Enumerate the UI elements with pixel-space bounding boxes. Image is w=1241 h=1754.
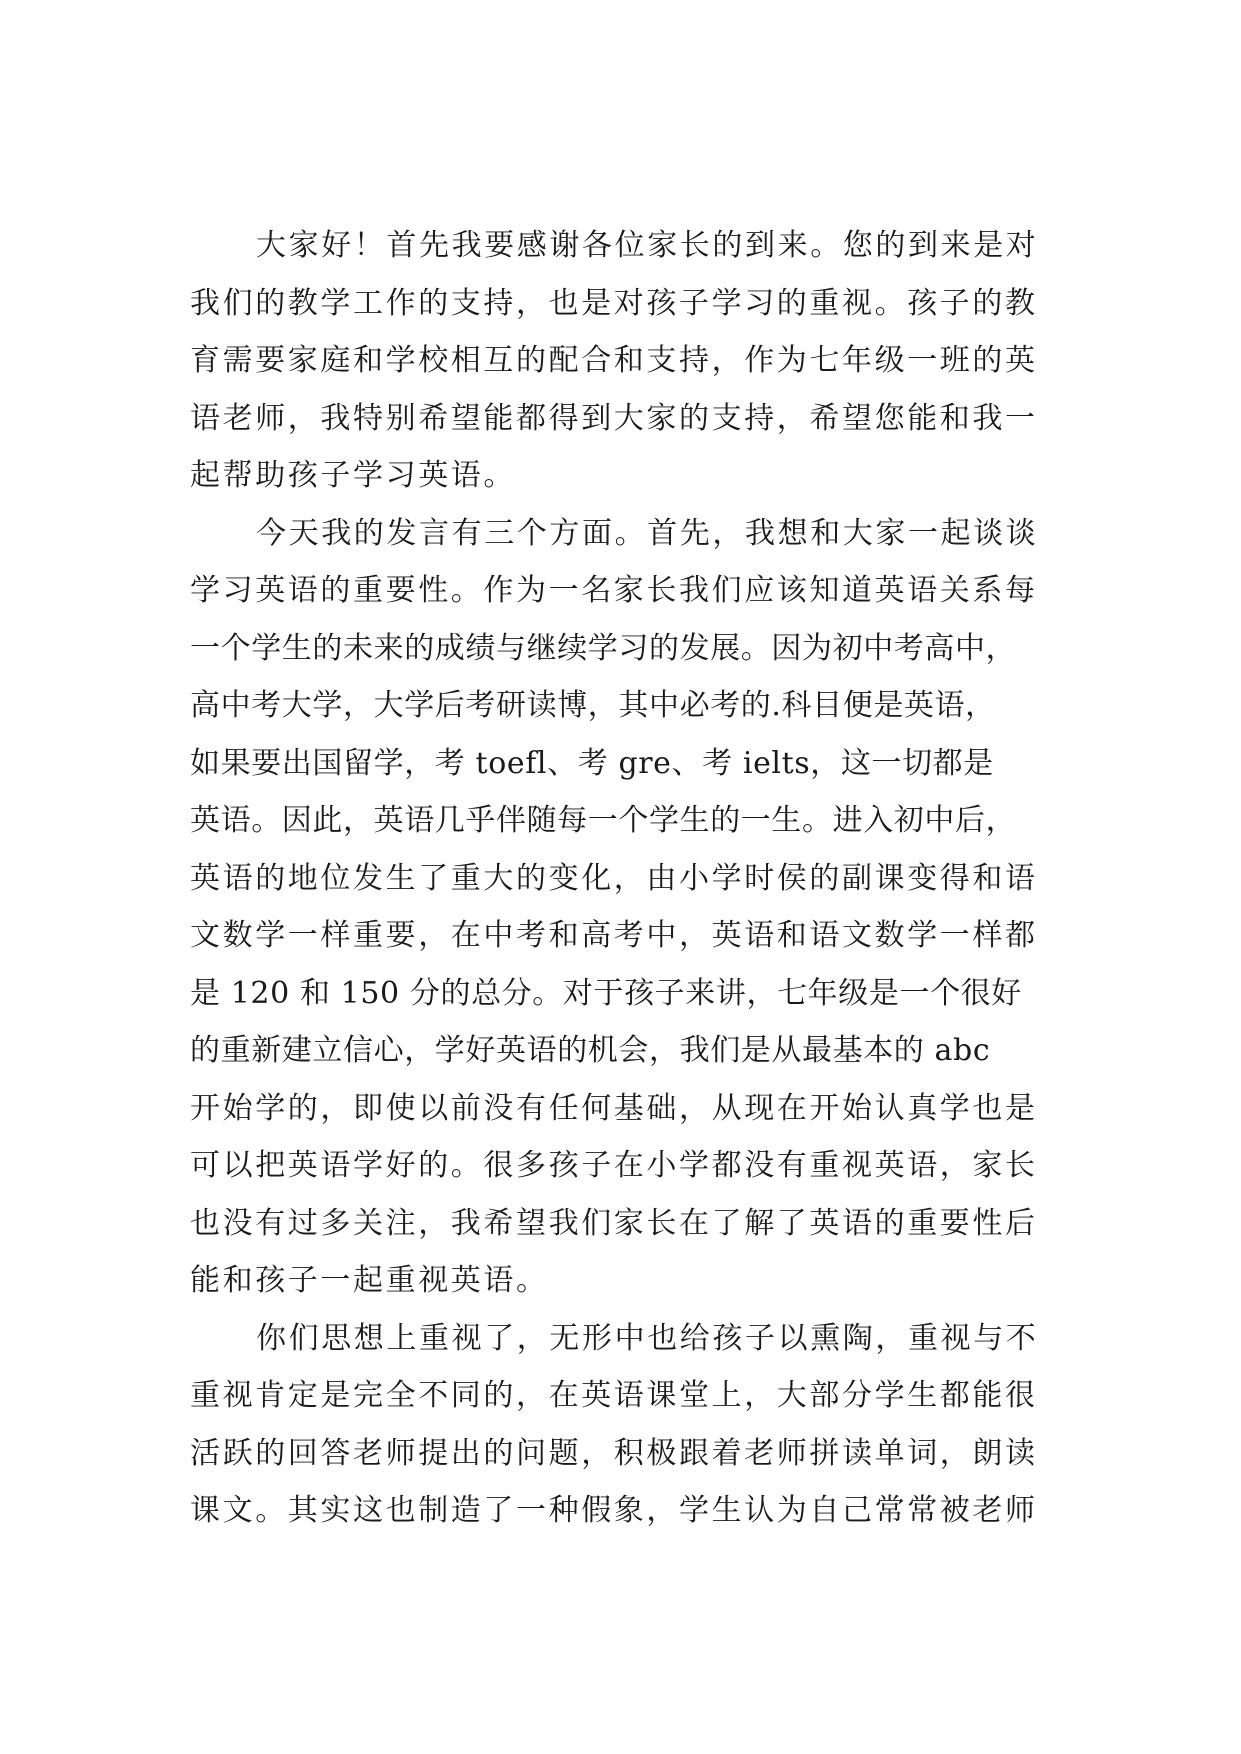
paragraph-1-line-1: 大家好！首先我要感谢各位家长的到来。您的到来是对 <box>256 228 1039 263</box>
paragraph-1-line-4: 语老师，我特别希望能都得到大家的支持，希望您能和我一 <box>190 400 1038 436</box>
paragraph-2-line-8: 文数学一样重要，在中考和高考中，英语和语文数学一样都 <box>190 918 1038 953</box>
paragraph-2-line-4: 高中考大学，大学后考研读博，其中必考的.科目便是英语， <box>190 688 996 723</box>
paragraph-3-line-3: 活跃的回答老师提出的问题，积极跟着老师拼读单词，朗读 <box>190 1435 1038 1471</box>
paragraph-2-line-9: 是 120 和 150 分的总分。对于孩子来讲，七年级是一个很好 <box>190 975 1022 1011</box>
paragraph-2-line-2: 学习英语的重要性。作为一名家长我们应该知道英语关系每 <box>190 573 1038 608</box>
paragraph-2-line-11: 开始学的，即使以前没有任何基础，从现在开始认真学也是 <box>190 1090 1038 1126</box>
paragraph-2-line-10: 的重新建立信心，学好英语的机会，我们是从最基本的 abc <box>190 1033 991 1068</box>
paragraph-2-line-7: 英语的地位发生了重大的变化，由小学时侯的副课变得和语 <box>190 860 1038 896</box>
paragraph-2-line-14: 能和孩子一起重视英语。 <box>190 1263 549 1298</box>
paragraph-1-line-3: 育需要家庭和学校相互的配合和支持，作为七年级一班的英 <box>190 343 1038 378</box>
paragraph-2-line-12: 可以把英语学好的。很多孩子在小学都没有重视英语，家长 <box>190 1148 1038 1183</box>
paragraph-3-line-4: 课文。其实这也制造了一种假象，学生认为自己常常被老师 <box>190 1493 1038 1528</box>
paragraph-2-line-13: 也没有过多关注，我希望我们家长在了解了英语的重要性后 <box>190 1205 1038 1241</box>
paragraph-3-line-2: 重视肯定是完全不同的，在英语课堂上，大部分学生都能很 <box>190 1378 1038 1413</box>
paragraph-2-line-3: 一个学生的未来的成绩与继续学习的发展。因为初中考高中， <box>190 630 1017 666</box>
paragraph-2-line-1: 今天我的发言有三个方面。首先，我想和大家一起谈谈 <box>256 515 1039 551</box>
paragraph-2-line-5: 如果要出国留学，考 toefl、考 gre、考 ielts，这一切都是 <box>190 745 994 781</box>
paragraph-1-line-2: 我们的教学工作的支持，也是对孩子学习的重视。孩子的教 <box>190 285 1038 321</box>
paragraph-1-line-5: 起帮助孩子学习英语。 <box>190 458 516 493</box>
paragraph-2-line-6: 英语。因此，英语几乎伴随每一个学生的一生。进入初中后， <box>190 803 1017 838</box>
document-body <box>190 217 1052 1540</box>
paragraph-3-line-1: 你们思想上重视了，无形中也给孩子以熏陶，重视与不 <box>256 1320 1039 1356</box>
